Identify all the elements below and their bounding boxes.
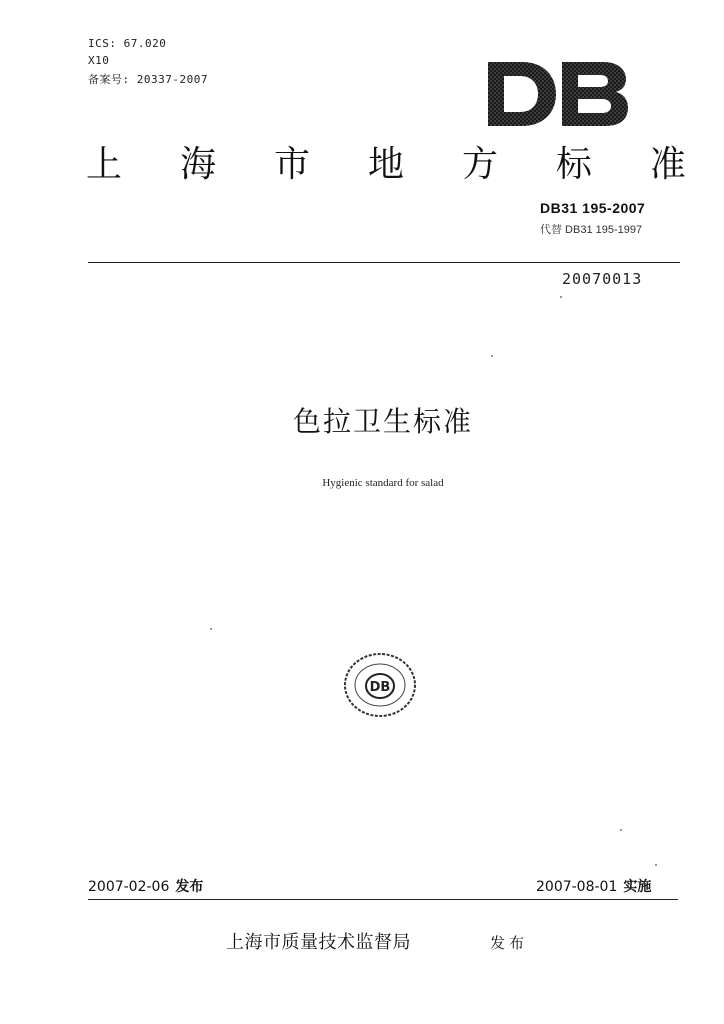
ics-code: ICS: 67.020 [88,37,167,50]
standard-code: DB31 195-2007 [540,200,646,216]
issuer-action: 发布 [490,934,529,952]
standard-type-char: 上 [86,144,123,185]
document-title-en: Hygienic standard for salad [322,477,444,489]
scan-speck [491,355,493,357]
db-logo-letter-b [562,62,628,126]
standard-type-char: 市 [273,144,310,185]
standard-type-char: 海 [179,144,216,185]
issue-date: 2007-02-06 [88,879,170,895]
header-divider [88,262,680,263]
issuing-authority: 上海市质量技术监督局 [226,932,411,953]
footer-divider [88,899,678,900]
seal-text: DB [369,680,391,695]
implement-date: 2007-08-01 [536,879,618,895]
replaces-standard: 代替 DB31 195-1997 [540,224,643,236]
filing-number: 备案号: 20337-2007 [88,73,208,86]
implement-label: 实施 [623,879,652,895]
db-logo-letter-d [488,62,556,126]
scan-speck [560,296,562,298]
implement-date-line [536,876,651,896]
standard-type-char: 方 [461,144,498,185]
standard-type-char: 地 [367,144,404,185]
db-logo [486,60,630,128]
standard-documents-seal [342,652,418,718]
classification-code: X10 [88,54,110,67]
serial-number: 20070013 [562,270,643,288]
scan-speck [655,864,657,866]
issue-date-line [88,876,203,896]
issue-label: 发布 [175,879,204,895]
standard-type-title [86,140,686,190]
scan-speck [620,829,622,831]
scan-speck [210,628,212,630]
document-title-cn: 色拉卫生标准 [292,405,473,438]
standard-type-char: 标 [555,144,592,185]
standard-type-char: 准 [649,144,686,185]
